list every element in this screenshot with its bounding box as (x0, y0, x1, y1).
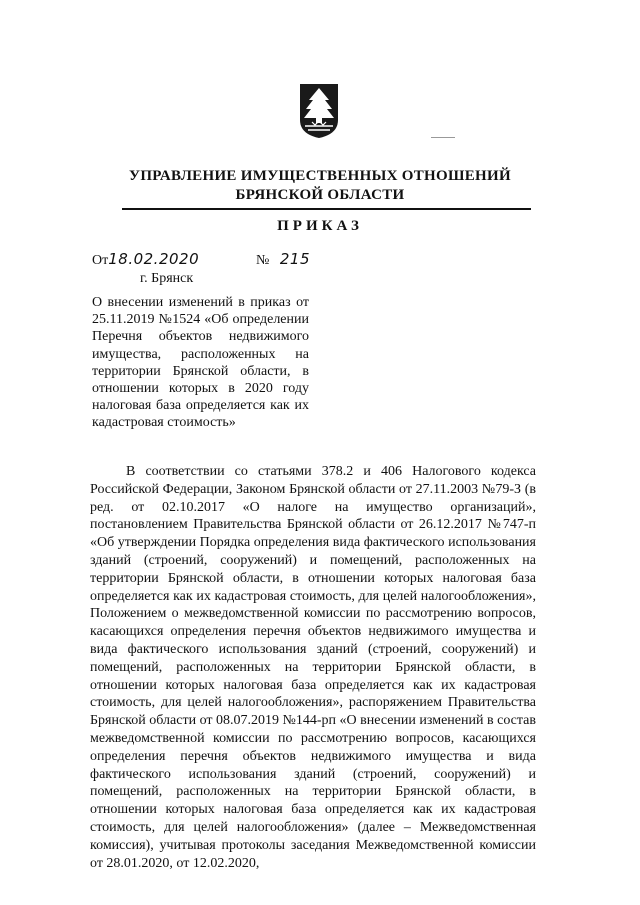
organization-name-line-2: БРЯНСКОЙ ОБЛАСТИ (235, 187, 405, 203)
handwritten-date: 18.02.2020 (108, 250, 200, 268)
number-prefix: № (256, 253, 270, 268)
issue-city: г. Брянск (140, 271, 194, 286)
order-date (92, 250, 199, 269)
organization-name-line-1: УПРАВЛЕНИЕ ИМУЩЕСТВЕННЫХ ОТНОШЕНИЙ (129, 168, 511, 184)
document-title: ПРИКАЗ (277, 218, 363, 234)
order-preamble: В соответствии со статьями 378.2 и 406 Налогового кодекса Российской Федерации, Законом Брянской области от 27.11.2003 №79-З (в ред. от 02.10.2017 «О налоге на имущество организаций», постановлением Правительства Брянской области от 26.12.2017 №747-п «Об утверждении Порядка определения вида фактического использования зданий (строений, сооружений) и помещений, расположенных на территории Брянской области, в отношении которых налоговая база определяется как их кадастровая стоимость, для целей налогообложения», Положением о межведомственной комиссии по рассмотрению вопросов, касающихся определения перечня объектов недвижимого имущества и вида фактического использования зданий (строений, сооружений) и помещений, расположенных на территории Брянской области, в отношении которых налоговая база определяется как их кадастровая стоимость, для целей налогообложения», распоряжением Правительства Брянской области от 08.07.2019 №144-рп «О внесении изменений в состав межведомственной комиссии по рассмотрению вопросов, касающихся определения перечня объектов недвижимого имущества и вида фактического использования зданий (строений, сооружений) и помещений, расположенных на территории Брянской области, в отношении которых налоговая база определяется как их кадастровая стоимость, для целей налогообложения» (далее – Межведомственная комиссия), учитывая протоколы заседания Межведомственной комиссии от 28.01.2020, от 12.02.2020, (90, 464, 536, 871)
order-number (256, 250, 310, 269)
header-divider (122, 208, 531, 210)
scan-artifact-mark (431, 137, 455, 138)
bryansk-coat-of-arms-icon (298, 82, 340, 140)
order-subject: О внесении изменений в приказ от 25.11.2019 №1524 «Об определении Перечня объектов недвижимого имущества, расположенных на территории Брянской области, в отношении которых в 2020 году налоговая база определяется как их кадастровая стоимость» (92, 295, 309, 431)
handwritten-number: 215 (279, 250, 310, 268)
date-prefix: От (92, 253, 109, 268)
